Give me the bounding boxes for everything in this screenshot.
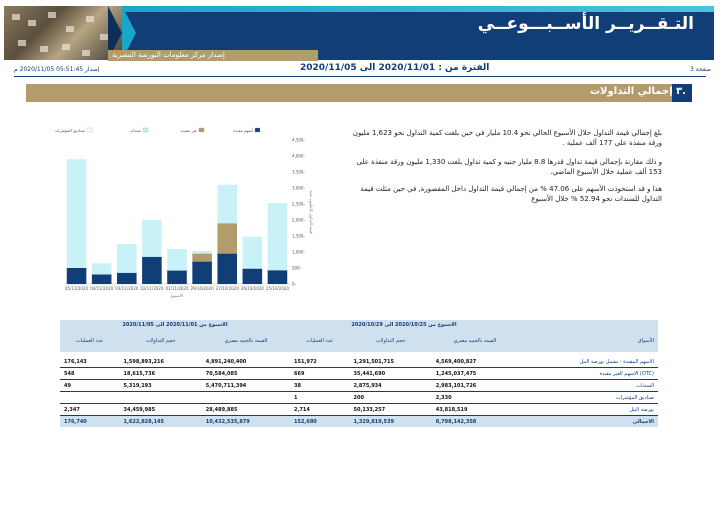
market-label: بورصة النيل [518,404,658,416]
col-header: عدد العمليات [290,330,349,352]
legend-swatch [255,128,260,132]
cell: 5,319,193 [119,380,201,392]
report-title: التـقــريــر الأســبـــوعــي [477,14,694,34]
col-header: حجم التداولات [119,330,201,352]
legend-swatch [199,128,204,132]
y-tick-label: 2,500- [292,201,305,207]
x-tick-label: 04/11/2020 [90,286,114,291]
col-header: القيمة بالجنيه مصري [432,330,518,352]
cell: 2,714 [290,404,349,416]
y-tick-label: 4,500- [292,137,305,143]
y-tick-label: 500- [292,265,302,271]
cell: 49 [60,380,119,392]
table-row [60,392,658,404]
col-header: الأسواق [518,330,658,352]
cell: 176,740 [60,416,119,428]
group-header-previous-week: الاسبوع من 2020/10/25 الى 2020/10/29 [290,320,518,330]
market-label: صناديق المؤشرات [518,392,658,404]
bar-segment [92,274,112,284]
col-header: حجم التداولات [349,330,431,352]
cell: 43,818,519 [432,404,518,416]
table-total-row [60,416,658,428]
x-tick-label: 25/10/2020 [265,286,289,291]
x-tick-label: 26/10/2020 [240,286,264,291]
market-label: الاسهم الغير مقيدة (OTC) [518,368,658,380]
y-tick-label: 1,000- [292,249,305,255]
y-tick-label: 1,500- [292,233,305,239]
cell: 35,441,690 [349,368,431,380]
legend-swatch [87,128,92,132]
legend-label: سندات [129,128,141,133]
trading-value-chart [50,124,314,304]
cell: 1 [290,392,349,404]
cell [119,392,201,404]
cell: 200 [349,392,431,404]
legend-label: غير مقيدة [180,128,197,133]
cell: 1,245,037,475 [432,368,518,380]
cell [60,392,119,404]
y-tick-label: 3,000- [292,185,305,191]
x-tick-label: 29/10/2020 [190,286,214,291]
y-tick-label: 3,500- [292,169,305,175]
bar-segment [192,251,212,254]
report-subtitle: إصدار مركز معلومات البورصة المصرية [112,51,225,59]
group-header-current-week: الاسبوع من 2020/11/01 الى 2020/11/05 [60,320,290,330]
legend-label: أسهم مقيدة [233,128,253,133]
cell: 2,983,101,726 [432,380,518,392]
report-period: الفترة من : 2020/11/01 الى 2020/11/05 [300,63,490,73]
table-row [60,380,658,392]
table-header-row [60,330,658,352]
bar-segment [117,273,137,284]
bar-segment [92,263,112,274]
bar-segment [142,257,162,284]
cell: 50,133,257 [349,404,431,416]
y-tick-label: 2,000- [292,217,305,223]
y-axis-label: قيمة التداول بالمليون جنيه [309,190,314,234]
cell: 2,875,934 [349,380,431,392]
bar-segment [192,254,212,262]
cell: 2,330 [432,392,518,404]
market-label: السندات [518,380,658,392]
cell: 548 [60,368,119,380]
stock-exchange-photo [4,6,122,60]
bar-segment [117,244,137,273]
section-number: ٣. [676,86,686,97]
section-title: إجمالي التداولات [590,86,673,97]
table-row [60,368,658,380]
cell: 1,291,501,715 [349,356,431,368]
cell: 151,972 [290,356,349,368]
cell: 4,891,240,400 [202,356,290,368]
comparison-paragraph: و ذلك مقارنة بإجمالي قيمة تداول قدرها 8.8 مليار جنيه و كمية تداول بلغت 1,330 مليون ورقة منفذة على 153 ألف عملية خلال الأسبوع الماضي. [356,158,662,176]
bar-segment [268,203,288,270]
x-tick-label: 03/11/2020 [115,286,139,291]
x-tick-label: 27/10/2020 [215,286,239,291]
summary-paragraph: بلغ إجمالي قيمة التداول خلال الأسبوع الحالي نحو 10.4 مليار في حين بلغت كمية التداول نحو 1,623 مليون ورقة منفذة على 177 ألف عملية . [352,129,662,147]
cell: 18,615,736 [119,368,201,380]
x-axis-label: الأسبوع [170,293,184,298]
bar-segment [67,268,87,284]
bar-segment [217,254,237,284]
table-row [60,356,658,368]
cell: 70,584,085 [202,368,290,380]
cell: 2,347 [60,404,119,416]
cell: 152,680 [290,416,349,428]
cell: 5,470,711,394 [202,380,290,392]
x-tick-label: 02/11/2020 [140,286,164,291]
cell: 1,598,893,216 [119,356,201,368]
bar-segment [268,270,288,284]
col-header: القيمة بالجنيه مصري [202,330,290,352]
share-paragraph: هذا و قد استحوذت الأسهم على 47.06 % من إجمالي قيمة التداول داخل المقصورة, في حين مثلت قيمة التداول للسندات نحو 52.94 % خلال الأسبوع [360,185,662,203]
trading-summary-table [60,320,658,427]
cell: 1,622,828,145 [119,416,201,428]
cell: 8,798,142,358 [432,416,518,428]
legend-label: صناديق المؤشرات [54,128,85,133]
cell: 38 [290,380,349,392]
cell: 34,459,985 [119,404,201,416]
legend-swatch [143,128,148,132]
bar-segment [192,262,212,284]
cell: 1,329,819,539 [349,416,431,428]
market-label: الاسهم المقيدة - تشمل بورصة النيل [518,356,658,368]
cell: 28,489,885 [202,404,290,416]
bar-segment [167,249,187,270]
bar-segment [243,269,263,284]
cell: 4,569,400,827 [432,356,518,368]
y-tick-label: 0- [292,281,296,287]
market-label: الاجمالي [518,416,658,428]
bar-segment [67,159,87,268]
x-tick-label: 01/11/2020 [165,286,189,291]
table-row [60,404,658,416]
table-header-blank [518,320,658,330]
x-tick-label: 05/11/2020 [65,286,89,291]
bar-segment [243,237,263,269]
cell: 10,432,535,879 [202,416,290,428]
bar-segment [217,223,237,253]
y-tick-label: 4,000- [292,153,305,159]
col-header: عدد العمليات [60,330,119,352]
table-group-header-row [60,320,658,330]
issue-timestamp: إصدار 05:51:45 2020/11/05 م [14,66,100,73]
cell [202,392,290,404]
page-number: صفحة 3 [690,66,711,73]
bar-segment [142,220,162,257]
cell: 669 [290,368,349,380]
bar-segment [167,271,187,284]
bar-segment [217,185,237,223]
divider [14,76,706,77]
cell: 176,143 [60,356,119,368]
